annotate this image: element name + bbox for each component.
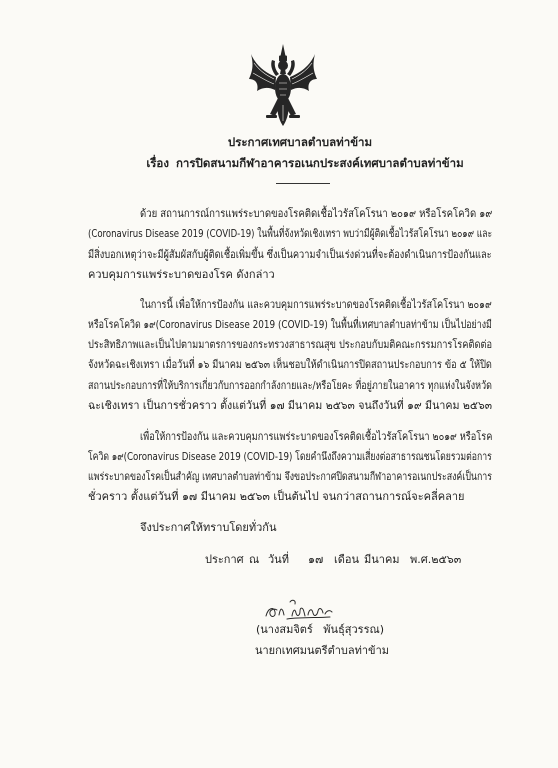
date-label: ประกาศ [205, 553, 244, 566]
title-divider [276, 183, 330, 184]
subject-label: เรื่อง [146, 156, 169, 170]
body-line: ชั่วคราว ตั้งแต่วันที่ ๑๗ มีนาคม ๒๕๖๓ เป็นต้นไป จนกว่าสถานการณ์จะคลี่คลาย [88, 490, 465, 503]
date-at: ณ [249, 553, 260, 566]
body-line: ด้วย สถานการณ์การแพร่ระบาดของโรคติดเชื้อไวรัสโคโรนา ๒๐๑๙ หรือโรคโควิด ๑๙ [140, 207, 493, 220]
subject-text: การปิดสนามกีฬาอาคารอเนกประสงค์เทศบาลตำบลท่าข้าม [175, 156, 464, 170]
date-year: พ.ศ.๒๕๖๓ [410, 553, 462, 566]
body-line: (Coronavirus Disease 2019 (COVID-19) ในพื้นที่จังหวัดเชิงเทรา พบว่ามีผู้ติดเชื้อไวรัสโคโรนา ๒๐๑๙ และ [88, 227, 493, 240]
body-line: จังหวัดฉะเชิงเทรา เมื่อวันที่ ๑๖ มีนาคม ๒๕๖๓ เห็นชอบให้ดำเนินการปิดสถานประกอบการ ข้อ ๕ ให้ปิด [88, 358, 492, 371]
date-day: ๑๗ [308, 553, 324, 566]
body-line: เพื่อให้การป้องกัน และควบคุมการแพร่ระบาดของโรคติดเชื้อไวรัสโคโรนา ๒๐๑๙ หรือโรค [140, 430, 493, 443]
body-line: แพร่ระบาดของโรคเป็นสำคัญ เทศบาลตำบลท่าข้าม จึงขอประกาศปิดสนามกีฬาอาคารอเนกประสงค์เป็นการ [88, 470, 492, 483]
signature [262, 596, 334, 624]
signatory-name: (นางสมจิตร์ พันธุ์สุวรรณ) [256, 623, 384, 636]
garuda-emblem-icon [248, 43, 318, 128]
body-line: ประสิทธิภาพและเป็นไปตามมาตรการของกระทรวงสาธารณสุข ประกอบกับมติคณะกรรมการโรคติดต่อ [88, 338, 493, 351]
body-line: หรือโรคโควิด ๑๙(Coronavirus Disease 2019 (COVID-19) ในพื้นที่เทศบาลตำบลท่าข้าม เป็นไปอย่างมี [88, 318, 492, 331]
body-line: ควบคุมการแพร่ระบาดของโรค ดังกล่าว [88, 268, 275, 281]
body-line: โควิด ๑๙(Coronavirus Disease 2019 (COVID-19) โดยคำนึงถึงความเสี่ยงต่อสาธารณชนโดยรวมต่อการ [88, 450, 492, 463]
body-line: มีสิ่งบอกเหตุว่าจะมีผู้สัมผัสกับผู้ติดเชื้อเพิ่มขึ้น ซึ่งเป็นความจำเป็นเร่งด่วนที่จะต้องดำเนินการป้องกันและ [88, 248, 492, 261]
date-month-label: เดือน [334, 553, 360, 566]
date-day-label: วันที่ [268, 553, 289, 566]
body-line: ในการนี้ เพื่อให้การป้องกัน และควบคุมการแพร่ระบาดของโรคติดเชื้อไวรัสโคโรนา ๒๐๑๙ [140, 298, 492, 311]
announcement-title: ประกาศเทศบาลตำบลท่าข้าม [227, 135, 373, 149]
subject-line [140, 156, 470, 170]
signatory-position: นายกเทศมนตรีตำบลท่าข้าม [254, 644, 390, 657]
body-line: สถานประกอบการที่ให้บริการเกี่ยวกับการออกกำลังกายและ/หรือโยคะ ที่อยู่ภายในอาคาร ทุกแห่งในจังหวัด [88, 379, 492, 392]
body-line: ฉะเชิงเทรา เป็นการชั่วคราว ตั้งแต่วันที่ ๑๗ มีนาคม ๒๕๖๓ จนถึงวันที่ ๑๙ มีนาคม ๒๕๖๓ [88, 399, 493, 412]
date-month: มีนาคม [364, 553, 400, 566]
closing-line: จึงประกาศให้ทราบโดยทั่วกัน [140, 521, 277, 534]
